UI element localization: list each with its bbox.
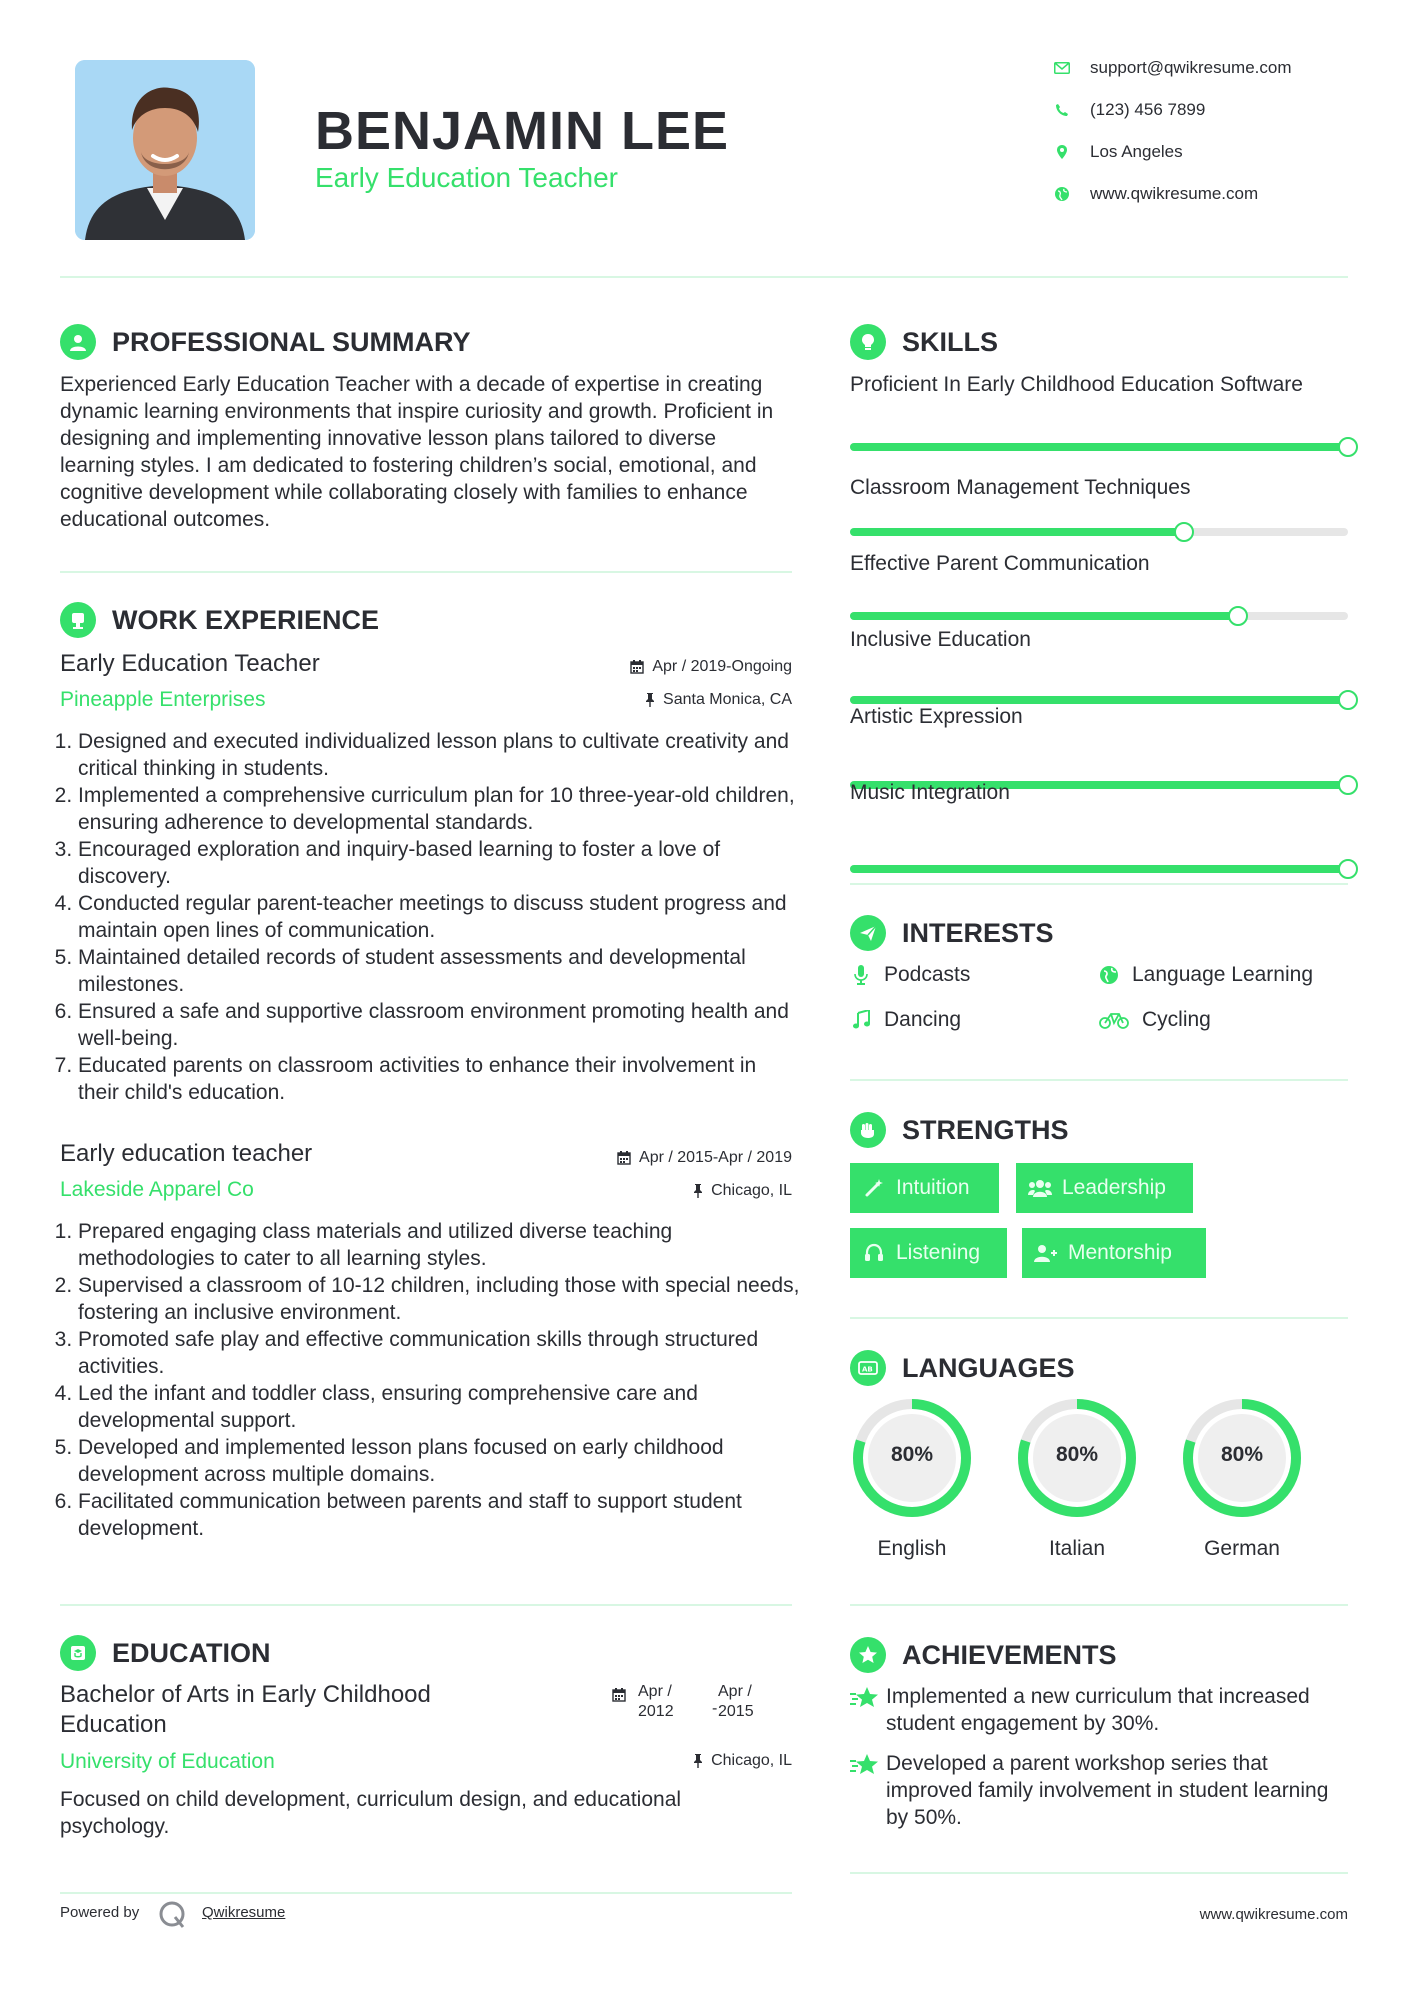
list-item: 4. Led the infant and toddler class, ensuring comprehensive care and developmental support. [78,1380,800,1434]
achievement-text: Implemented a new curriculum that increased student engagement by 30%. [886,1685,1310,1735]
skill-bar-fill [850,696,1348,704]
language-name: English [877,1537,947,1560]
edu-location-text: Chicago, IL [711,1752,792,1769]
education-heading-text: EDUCATION [112,1637,271,1668]
strengths-heading-text: STRENGTHS [902,1114,1069,1145]
skill-bar-fill [850,443,1348,451]
degree-line-2: Education [60,1711,167,1738]
achievement-text: Developed a parent workshop series that improved family involvement in student learning by 50%. [886,1752,1329,1829]
contact-email-text: support@qwikresume.com [1090,58,1292,77]
graduation-icon [60,1635,96,1671]
svg-text:AB: AB [862,1365,873,1374]
list-item: 2. Implemented a comprehensive curriculum plan for 10 three-year-old children, ensuring adherence to developmental standards. [78,782,800,836]
interest-item [1098,1008,1211,1032]
skill-bar-knob [1338,859,1358,879]
qwikresume-logo-icon [158,1900,188,1935]
achievement-item [850,1750,1340,1831]
edu-start-month: Apr / [638,1683,672,1700]
job-duties-list [60,728,800,1106]
lightbulb-icon [850,324,886,360]
powered-by-label: Powered by [60,1904,140,1921]
edu-description: Focused on child development, curriculum design, and educational psychology. [60,1788,682,1838]
language-percent: 80% [1055,1443,1099,1466]
skills-divider [850,883,1348,885]
edu-start-year: 2012 [638,1703,674,1720]
skill-bar-knob [1174,522,1194,542]
music-note-icon [850,1009,872,1031]
job-dates-text: Apr / 2015-Apr / 2019 [639,1149,792,1166]
job-company: Lakeside Apparel Co [60,1178,254,1201]
list-item: 2. Supervised a classroom of 10-12 children, including those with special needs, fostering an inclusive environment. [78,1272,800,1326]
interests-heading [850,915,1054,951]
achievements-divider [850,1872,1348,1874]
paper-plane-icon [850,915,886,951]
skill-bar [850,443,1348,451]
languages-divider [850,1604,1348,1606]
work-heading [60,602,379,638]
interest-item [850,1008,961,1032]
language-item [1015,1396,1139,1561]
languages-heading [850,1350,1075,1386]
brand-link[interactable]: Qwikresume [202,1904,286,1921]
education-heading [60,1635,271,1671]
list-item: 6. Facilitated communication between parents and staff to support student development. [78,1488,800,1542]
skill-name: Inclusive Education [850,628,1031,651]
skill-bar-knob [1228,606,1248,626]
skill-bar-fill [850,612,1238,620]
list-item: 3. Encouraged exploration and inquiry-based learning to foster a love of discovery. [78,836,800,890]
skill-name: Effective Parent Communication [850,552,1150,575]
globe-icon [1098,964,1120,986]
job-title: Early education teacher [60,1140,313,1167]
interest-label: Dancing [884,1008,962,1031]
skill-bar [850,865,1348,873]
pushpin-icon [693,1754,703,1768]
strengths-divider [850,1317,1348,1319]
phone-icon [1052,100,1072,120]
interests-heading-text: INTERESTS [902,917,1054,948]
strength-chip [850,1228,1007,1278]
contact-location [1052,142,1352,162]
strength-chip [1016,1163,1193,1213]
strength-chip [1022,1228,1206,1278]
pushpin-icon [645,693,655,707]
list-item: 6. Ensured a safe and supportive classroom environment promoting health and well-being. [78,998,800,1052]
magic-wand-icon [862,1176,886,1200]
strengths-heading [850,1112,1069,1148]
calendar-icon [630,660,644,674]
languages-heading-text: LANGUAGES [902,1352,1075,1383]
headphones-icon [862,1241,886,1265]
calendar-icon [612,1688,626,1707]
language-icon [850,1350,886,1386]
skills-heading [850,324,998,360]
list-item: 5. Developed and implemented lesson plans focused on early childhood development across multiple domains. [78,1434,800,1488]
microphone-icon [850,964,872,986]
job-location [560,691,792,709]
interest-item [850,963,970,987]
skill-name: Proficient In Early Childhood Education Software [850,373,1303,396]
job-location [560,1182,792,1200]
star-badge-icon [850,1637,886,1673]
group-icon [1028,1176,1052,1200]
skill-name: Music Integration [850,781,1010,804]
calendar-icon [617,1151,631,1165]
footer-website-link[interactable]: www.qwikresume.com [1199,1906,1348,1923]
skill-bar-fill [850,528,1184,536]
degree-line-1: Bachelor of Arts in Early Childhood [60,1681,431,1708]
strength-chip [850,1163,999,1213]
language-name: German [1204,1537,1280,1560]
list-item: 7. Educated parents on classroom activities to enhance their involvement in their child's education. [78,1052,800,1106]
language-item [1180,1396,1304,1561]
interests-divider [850,1079,1348,1081]
list-item: 1. Designed and executed individualized lesson plans to cultivate creativity and critical thinking in students. [78,728,800,782]
summary-divider [60,571,792,573]
user-icon [60,324,96,360]
contact-website[interactable] [1052,184,1352,204]
skill-name: Classroom Management Techniques [850,476,1191,499]
skill-name: Artistic Expression [850,705,1023,728]
profile-photo [75,60,255,240]
list-item: 4. Conducted regular parent-teacher meetings to discuss student progress and maintain open lines of communication. [78,890,800,944]
contact-phone[interactable] [1052,100,1352,120]
list-item: 1. Prepared engaging class materials and utilized diverse teaching methodologies to cater to all learning styles. [78,1218,800,1272]
contact-website-text: www.qwikresume.com [1090,184,1259,203]
contact-email[interactable] [1052,58,1352,78]
work-divider [60,1604,792,1606]
edu-end-month: Apr / [718,1683,752,1700]
edu-location [560,1752,792,1770]
contact-phone-text: (123) 456 7899 [1090,100,1206,119]
interest-item [1098,963,1313,987]
star-icon [850,1683,886,1737]
achievements-heading-text: ACHIEVEMENTS [902,1639,1117,1670]
language-percent: 80% [1220,1443,1264,1466]
skill-bar-knob [1338,775,1358,795]
edu-date-separator: - [712,1700,718,1717]
language-name: Italian [1048,1537,1106,1560]
interest-label: Cycling [1142,1008,1211,1031]
skills-heading-text: SKILLS [902,326,999,357]
job-location-text: Santa Monica, CA [663,691,792,708]
fist-icon [850,1112,886,1148]
list-item: 3. Promoted safe play and effective communication skills through structured activities. [78,1326,800,1380]
candidate-name: BENJAMIN LEE [315,101,730,161]
achievement-item [850,1683,1340,1737]
job-location-text: Chicago, IL [711,1182,792,1199]
skill-bar-fill [850,865,1348,873]
briefcase-icon [60,602,96,638]
contact-location-text: Los Angeles [1090,142,1183,161]
language-item [850,1396,974,1561]
job-company: Pineapple Enterprises [60,688,266,711]
summary-text: Experienced Early Education Teacher with a decade of expertise in creating dynamic learning environments that inspire curiosity and growth. Proficient in designing and implementing innovative lesson plans tailored to diverse learning styles. I am dedicated to fostering children’s social, emotional, and cognitive development while collaborating closely with families to enhance educational outcomes. [60,373,774,531]
strength-label: Mentorship [1068,1241,1172,1264]
strength-label: Listening [896,1241,981,1264]
pushpin-icon [693,1184,703,1198]
map-pin-icon [1052,142,1072,162]
summary-heading [60,324,471,360]
school-name: University of Education [60,1750,275,1773]
header-divider [60,276,1348,278]
strength-label: Leadership [1062,1176,1166,1199]
job-dates [560,658,792,676]
job-dates-text: Apr / 2019-Ongoing [652,658,792,675]
skill-bar [850,696,1348,704]
education-divider [60,1892,792,1894]
job-duties-list [60,1218,800,1542]
work-heading-text: WORK EXPERIENCE [112,604,380,635]
job-title: Early Education Teacher [60,650,320,677]
summary-heading-text: PROFESSIONAL SUMMARY [112,326,471,357]
interest-label: Podcasts [884,963,971,986]
achievements-heading [850,1637,1117,1673]
candidate-title: Early Education Teacher [315,162,618,193]
user-plus-icon [1034,1241,1058,1265]
edu-end-year: 2015 [718,1703,754,1720]
skill-bar-knob [1338,690,1358,710]
star-icon [850,1750,886,1831]
language-percent: 80% [890,1443,934,1466]
bicycle-icon [1098,1009,1130,1031]
skill-bar [850,612,1348,620]
list-item: 5. Maintained detailed records of student assessments and developmental milestones. [78,944,800,998]
skill-bar-knob [1338,437,1358,457]
globe-icon [1052,184,1072,204]
interest-label: Language Learning [1132,963,1314,986]
envelope-icon [1052,58,1072,78]
job-dates [520,1149,792,1167]
strength-label: Intuition [896,1176,970,1199]
skill-bar [850,528,1348,536]
